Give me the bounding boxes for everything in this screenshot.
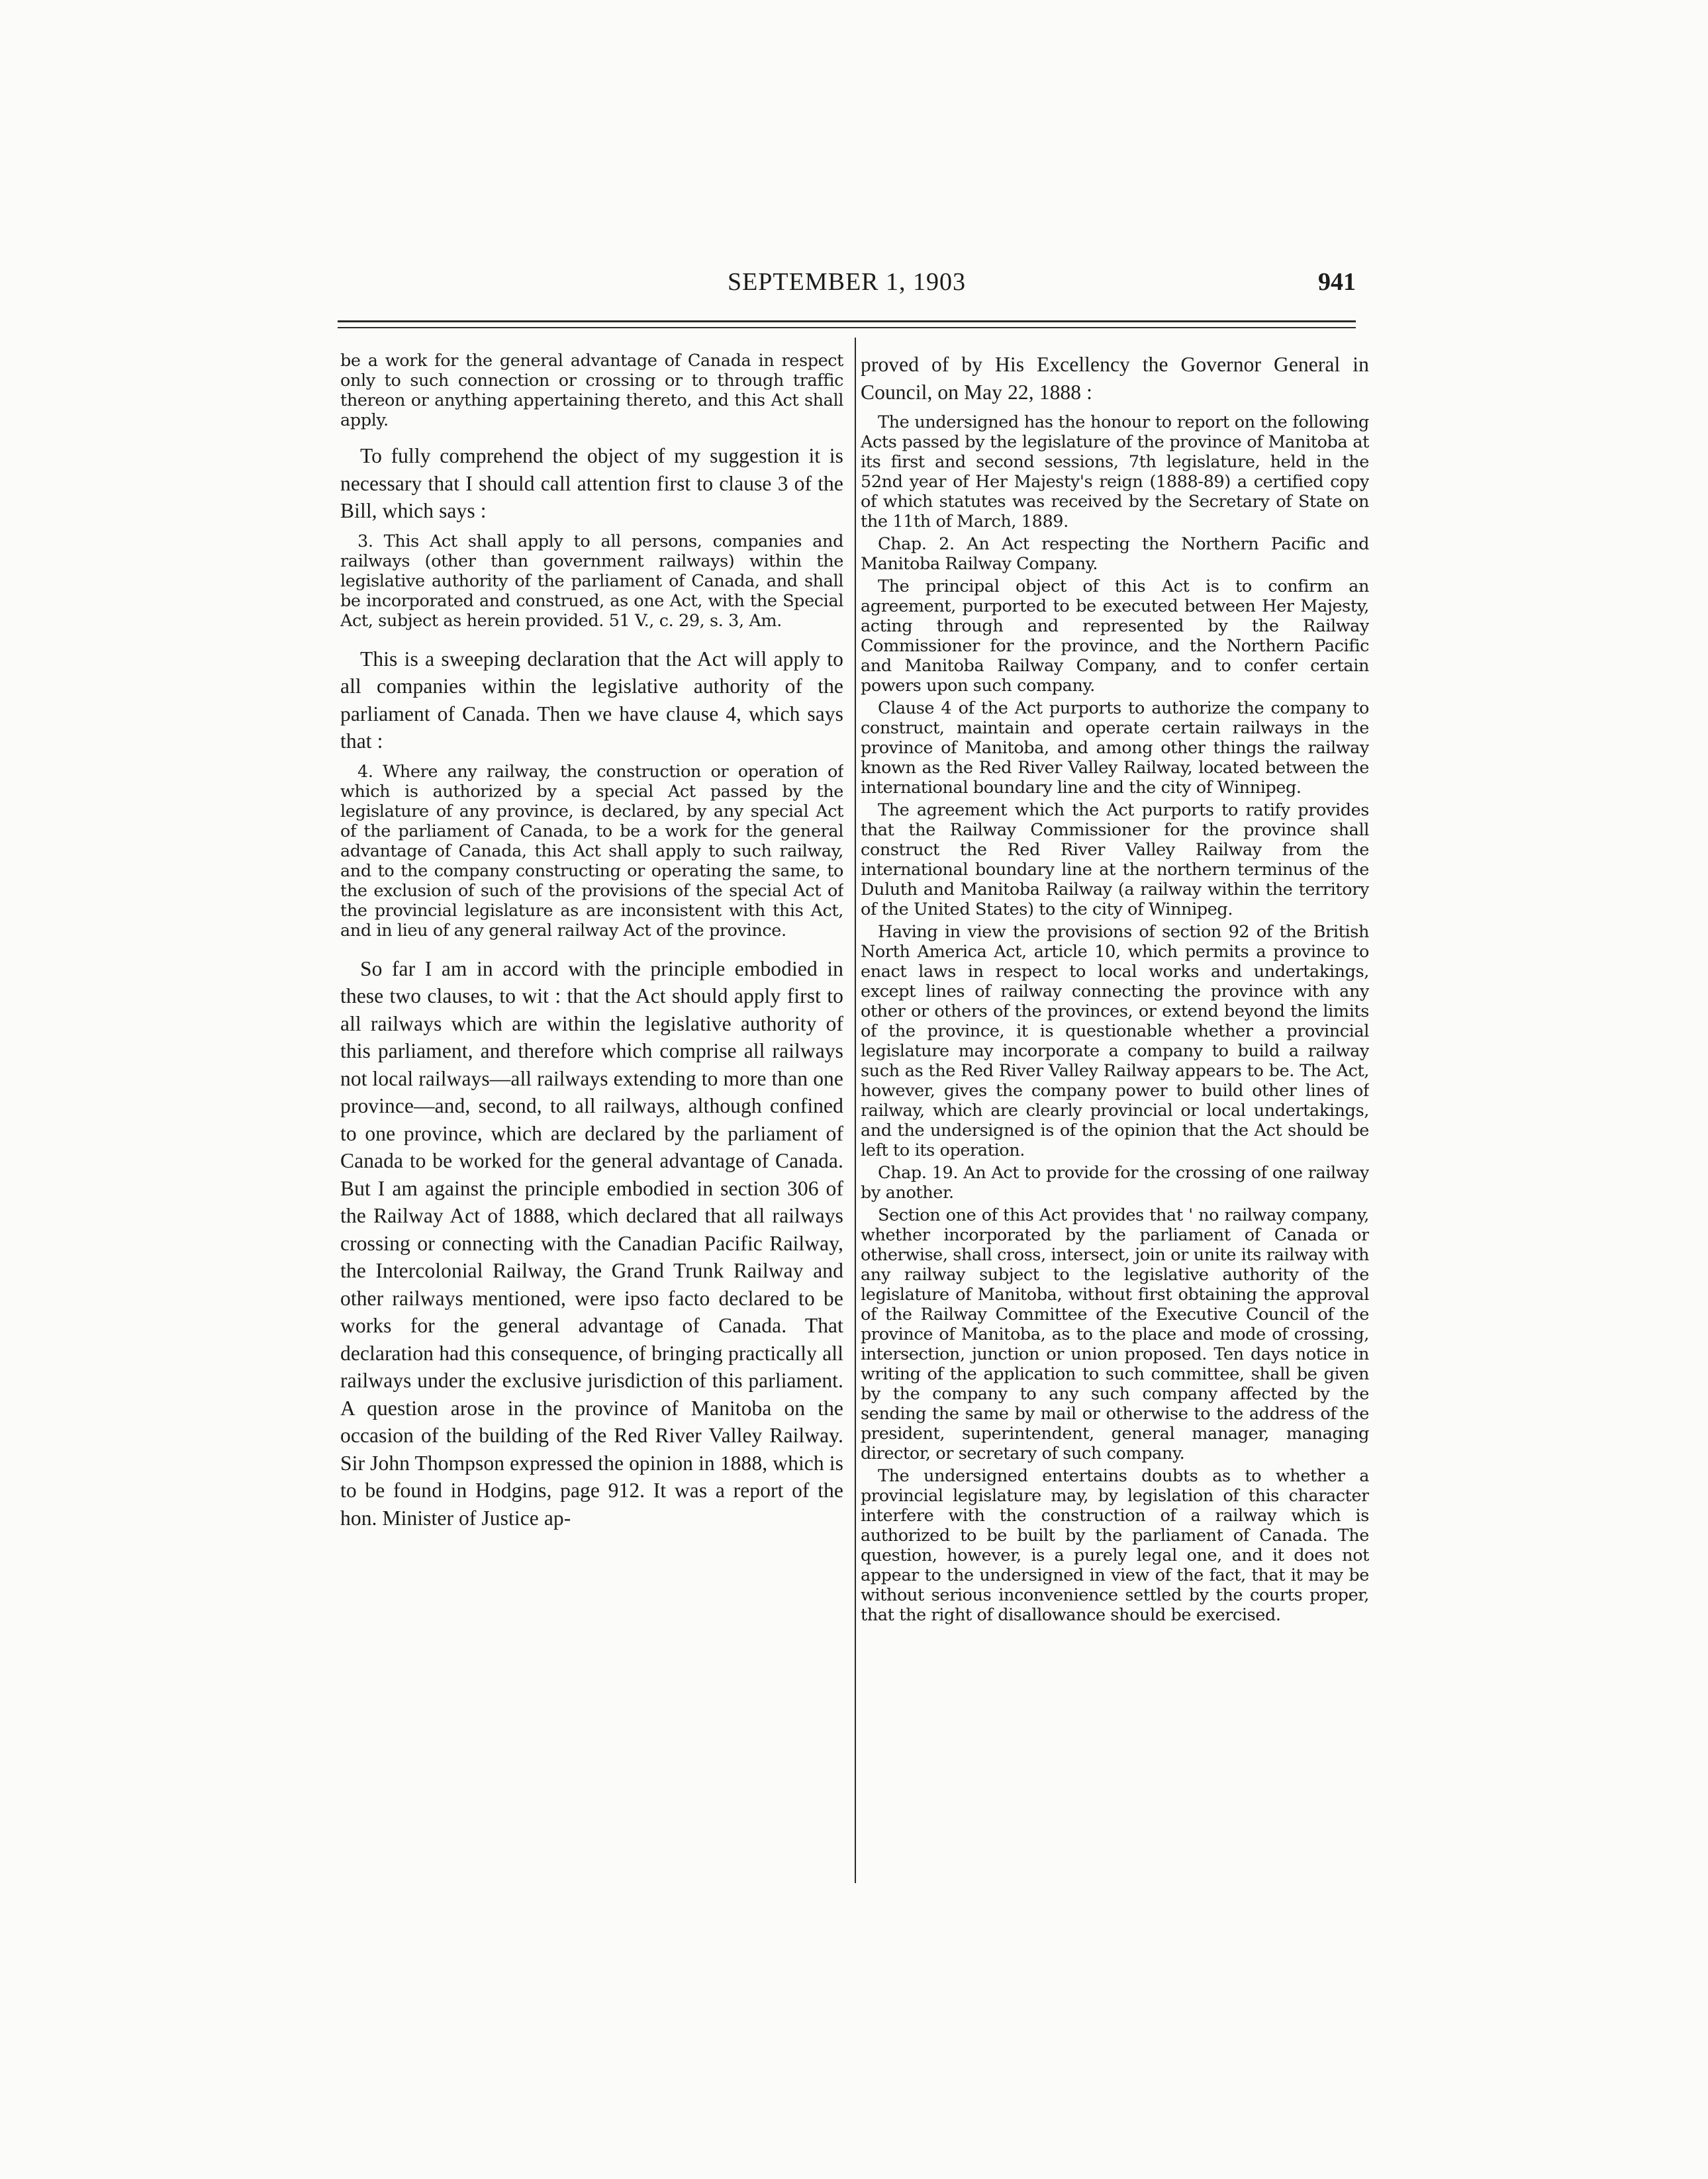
quoted-clause-3: 3. This Act shall apply to all persons, companies and railways (other than government railways) within the legislative authority of the parliament of Canada, and shall be incorporated and construed, as one Act, with the Special Act, subject as herein provided. 51 V., c. 29, s. 3, Am. xyxy=(340,531,843,631)
right-column xyxy=(861,351,1369,1900)
page-header xyxy=(338,267,1356,307)
report-paragraph: Clause 4 of the Act purports to authorize the company to construct, maintain and operate certain railways in the province of Manitoba, and among other things the railway known as the Red River Valley Railway, located between the international boundary line and the city of Winnipeg. xyxy=(861,698,1369,798)
paragraph: So far I am in accord with the principle embodied in these two clauses, to wit : that the Act should apply first to all railways which are within the legislative authority of this parliament, and therefore which comprise all railways not local railways—all railways extending to more than one province—and, second, to all railways, although confined to one province, which are declared by the parliament of Canada to be worked for the general advantage of Canada. But I am against the principle embodied in section 306 of the Railway Act of 1888, which declared that all railways crossing or connecting with the Canadian Pacific Railway, the Intercolonial Railway, the Grand Trunk Railway and other railways mentioned, were ipso facto declared to be works for the general advantage of Canada. That declaration had this consequence, of bringing practically all railways under the exclusive jurisdiction of this parliament. A question arose in the province of Manitoba on the occasion of the building of the Red River Valley Railway. Sir John Thompson expressed the opinion in 1888, which is to be found in Hodgins, page 912. It was a report of the hon. Minister of Justice ap- xyxy=(340,956,843,1530)
header-rule-bottom xyxy=(338,327,1356,328)
report-paragraph: The undersigned has the honour to report on the following Acts passed by the legislature of the province of Manitoba at its first and second sessions, 7th legislature, held in the 52nd year of Her Majesty's reign (1888-89) a certified copy of which statutes was received by the Secretary of State on the 11th of March, 1889. xyxy=(861,412,1369,532)
report-paragraph: The undersigned entertains doubts as to whether a provincial legislature may, by legislation of this character interfere with the construction of a railway which is authorized to be built by the parliament of Canada. The question, however, is a purely legal one, and it does not appear to the undersigned in view of the fact, that it may be without serious inconvenience settled by the courts proper, that the right of disallowance should be exercised. xyxy=(861,1466,1369,1625)
header-date: SEPTEMBER 1, 1903 xyxy=(727,268,967,296)
column-divider xyxy=(855,338,856,1883)
report-paragraph: The principal object of this Act is to confirm an agreement, purported to be executed between Her Majesty, acting through and represented by the Railway Commissioner for the province, and the Northern Pacific and Manitoba Railway Company, and to confer certain powers upon such company. xyxy=(861,577,1369,696)
report-paragraph: Section one of this Act provides that ' no railway company, whether incorporated by the parliament of Canada or otherwise, shall cross, intersect, join or unite its railway with any railway subject to the legislative authority of the legislature of Manitoba, without first obtaining the approval of the Railway Committee of the Executive Council of the province of Manitoba, as to the place and mode of crossing, intersection, junction or union proposed. Ten days notice in writing of the application to such committee, shall be given by the company to any such company affected by the sending the same by mail or otherwise to the address of the president, superintendent, general manager, managing director, or secretary of such company. xyxy=(861,1205,1369,1463)
report-paragraph: The agreement which the Act purports to ratify provides that the Railway Commissioner for the province shall construct the Red River Valley Railway from the international boundary line at the northern terminus of the Duluth and Manitoba Railway (a railway within the territory of the United States) to the city of Winnipeg. xyxy=(861,800,1369,919)
paragraph: To fully comprehend the object of my suggestion it is necessary that I should call attention first to clause 3 of the Bill, which says : xyxy=(340,444,843,522)
left-column xyxy=(340,351,843,1900)
quoted-clause-4: 4. Where any railway, the construction or operation of which is authorized by a special Act passed by the legislature of any province, is declared, by any special Act of the parliament of Canada, to be a work for the general advantage of Canada, this Act shall apply to such railway, and to the company constructing or operating the same, to the exclusion of such of the provisions of the special Act of the provincial legislature as are inconsistent with this Act, and in lieu of any general railway Act of the province. xyxy=(340,761,843,941)
header-rule-top xyxy=(338,320,1356,322)
paragraph: This is a sweeping declaration that the Act will apply to all companies within the legislative authority of the parliament of Canada. Then we have clause 4, which says that : xyxy=(340,647,843,753)
report-paragraph: Chap. 2. An Act respecting the Northern Pacific and Manitoba Railway Company. xyxy=(861,534,1369,574)
paragraph: proved of by His Excellency the Governor General in Council, on May 22, 1888 : xyxy=(861,353,1369,404)
continued-quote: be a work for the general advantage of Canada in respect only to such connection or crossing or to through traffic thereon or anything appertaining thereto, and this Act shall apply. xyxy=(340,351,843,430)
report-paragraph: Having in view the provisions of section 92 of the British North America Act, article 10, which permits a province to enact laws in respect to local works and undertakings, except lines of railway connecting the province with any other or others of the provinces, or extend beyond the limits of the province, it is questionable whether a provincial legislature may incorporate a company to build a railway such as the Red River Valley Railway appears to be. The Act, however, gives the company power to build other lines of railway, which are clearly provincial or local undertakings, and the undersigned is of the opinion that the Act should be left to its operation. xyxy=(861,922,1369,1160)
page-number: 941 xyxy=(1318,268,1356,296)
report-paragraph: Chap. 19. An Act to provide for the crossing of one railway by another. xyxy=(861,1163,1369,1203)
